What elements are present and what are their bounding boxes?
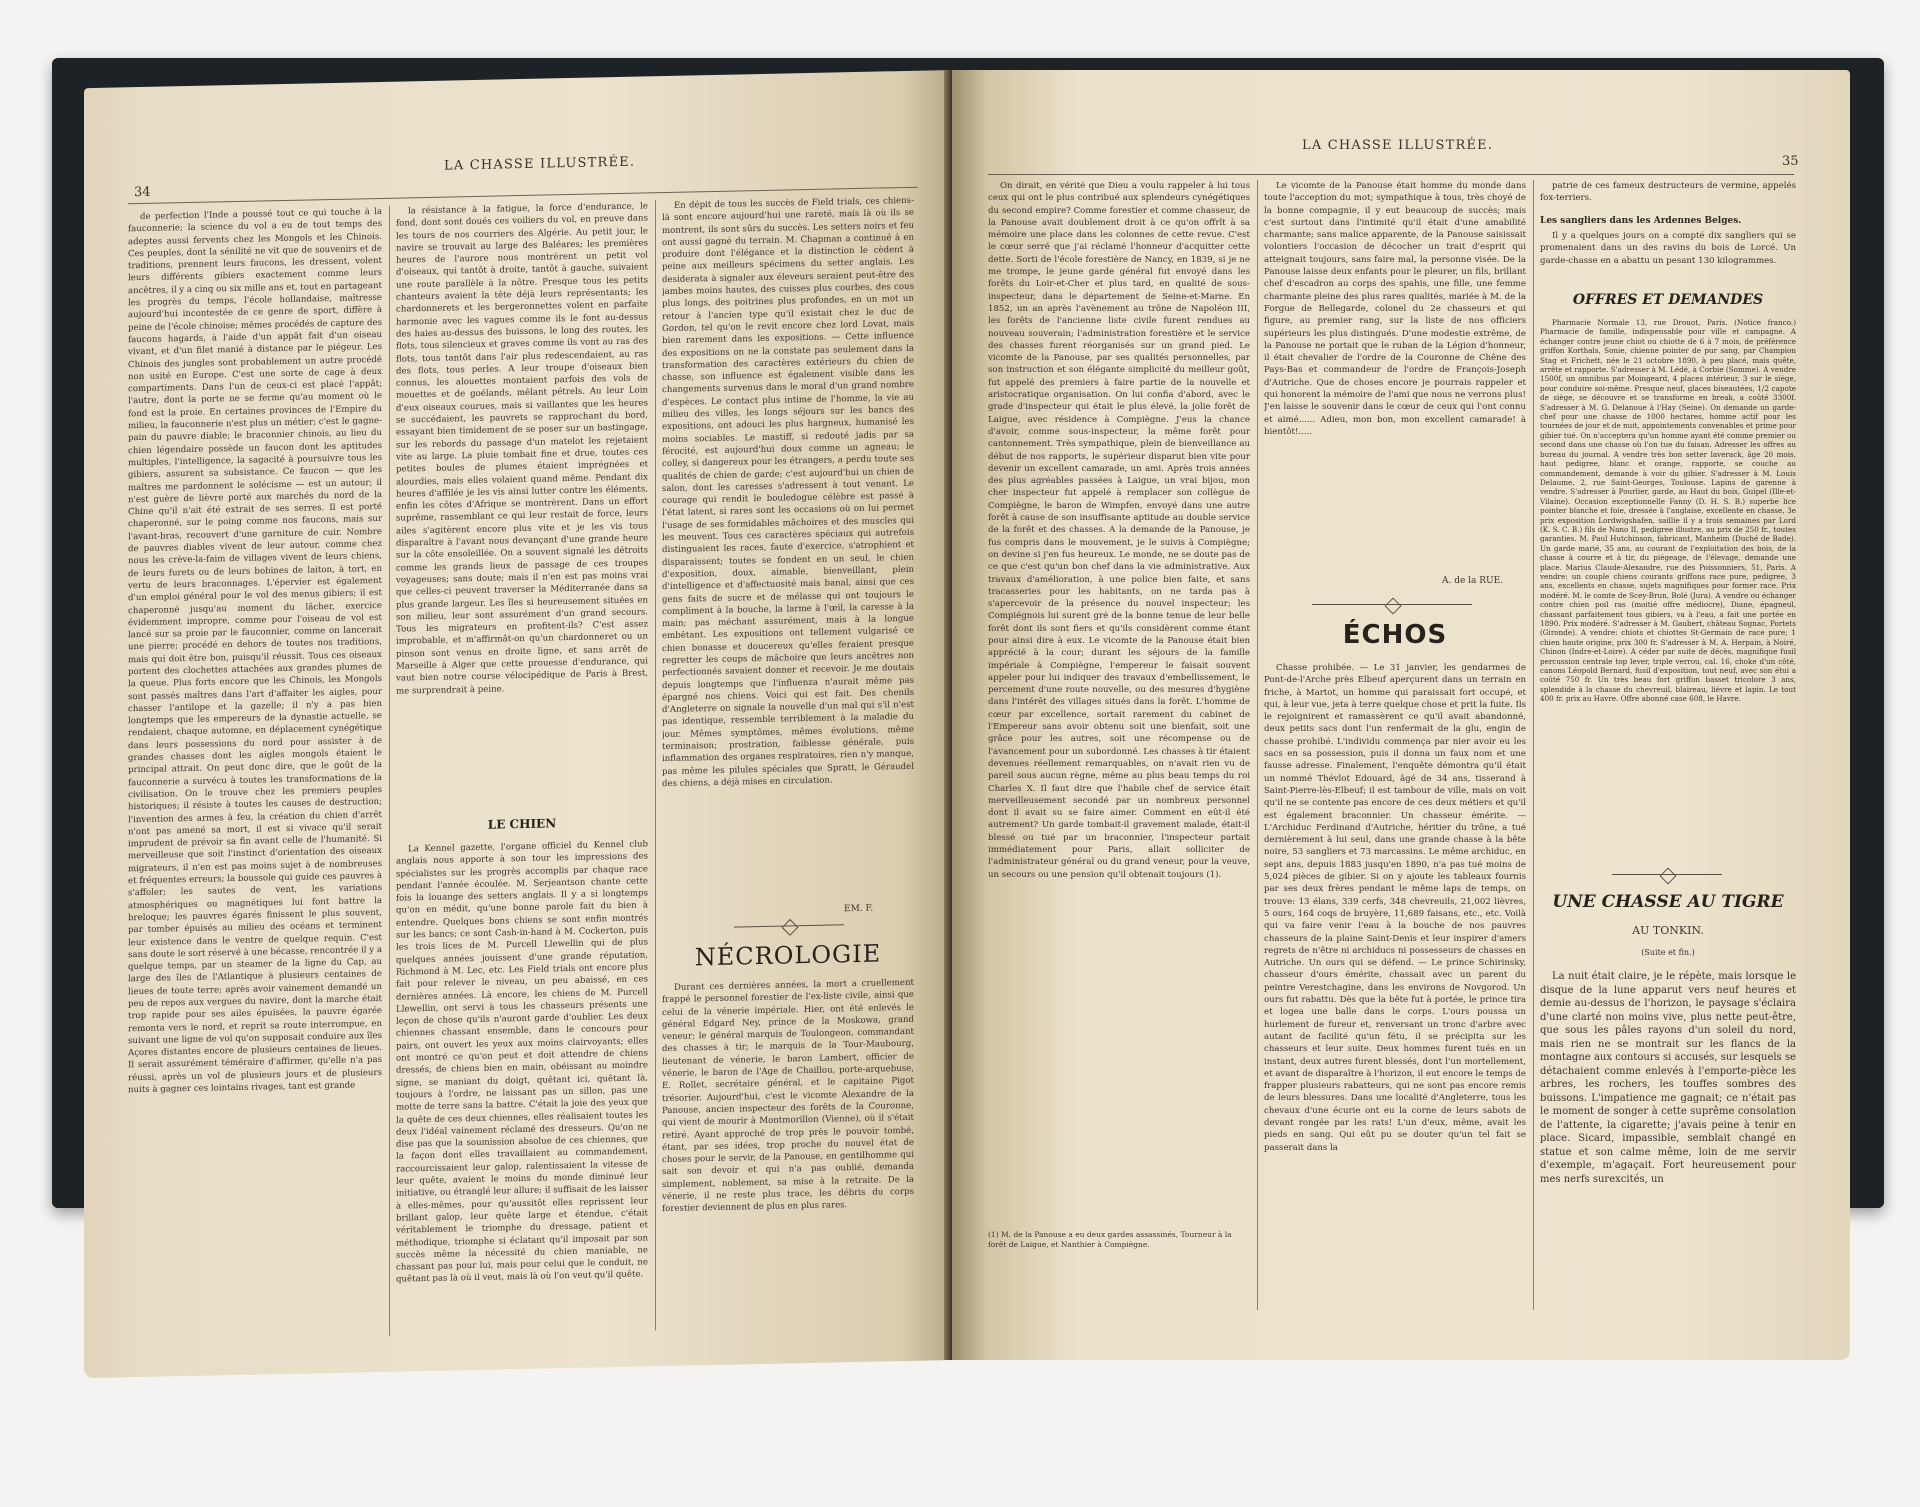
sangliers-text: Il y a quelques jours on a compté dix sangliers qui se promenaient dans un des ravins du bois de Lorcé. Un garde-chasse en a abattu un pesant 130 kilogrammes. — [1540, 231, 1796, 266]
left-column-2-top — [396, 200, 648, 805]
right-column-3-sangliers — [1540, 230, 1796, 280]
left-page — [84, 70, 952, 1378]
left-column-3-bottom — [662, 977, 914, 1330]
left-column-3-top — [662, 195, 914, 900]
column-divider — [1257, 180, 1258, 1310]
right-column-1 — [988, 180, 1250, 1220]
column-divider — [1533, 180, 1534, 1310]
column-divider — [389, 206, 390, 1336]
right-column-3-lead — [1540, 180, 1796, 210]
article-le-chien-text: La Kennel gazette, l'organe officiel du Kennel club anglais nous apporte à son tour les impressions des spécialistes sur les progrès accomplis par chaque race pendant l'année écoulée. M. Serjeantson chante cette fois la louange des setters anglais. Il y a si longtemps qu'on en médit, qu'une bonne parole fait du bien à entendre. Quelques bons chiens se sont enfin montrés sur les bancs; ce sont Cash-in-hand à M. Cockerton, puis les trois lices de M. Purcell Llewellin qui de plus quelques années jouissent d'une grande réputation, Richmond à M. Lec, etc. Les Field trials ont encore plus fait pour relever le niveau, un peu abaissé, en ces dernières années. Là encore, les chiens de M. Purcell Llewellin, ont servi à tous les chasseurs présents une leçon de chose qu'ils n'auront garde d'oublier. Les deux chiennes chassant ensemble, dans le concours pour pairs, ont ouvert les yeux aux moins clairvoyants; elles ont montré ce qu'on peut et doit attendre de chiens dressés, de chiens bien en main, obéissant au moindre signe, se maniant du doigt, quêtant ici, quêtant là, toujours à l'ordre, ne laissant pas un sillon, pas une motte de terre sans la battre. C'était la joie des yeux que la quête de ces deux chiennes, elles réalisaient toutes les deux l'idéal vainement réclamé des dresseurs. Qu'on ne dise pas que la soumission absolue de ces chiennes, que la façon dont elles travaillaient au commandement, raccourcissaient leur galop, ralentissaient la vitesse de leur quête, avaient le moins du monde diminué leur initiative, ou étranglé leur allure; il suffisait de les laisser à elles-mêmes, pour qu'aussitôt elles reprissent leur brillant galop, leur quête large et étendue, c'était véritablement le triomphe du dressage, patient et méthodique, triomphe si éclatant qu'il imposait par son succès même la nécessité du chien maniable, ne chassant pas pour lui, mais pour celui que le conduit, ne quêtant pas là où il veut, mais là où l'on veut qu'il quête. — [396, 839, 648, 1286]
article-fauconnerie-text: de perfection l'Inde a poussé tout ce qui touche à la fauconnerie; la science du vol a eu de tout temps des adeptes aussi fervents chez les Mongols et les Chinois. Ces peuples, dont la sénilité ne vit que de souvenirs et de traditions, prennent leurs faucons, les dressent, volent leurs différents gibiers exactement comme leurs ancêtres, il y a cinq ou six mille ans et, tout en partageant les progrès du temps, l'école hollandaise, maîtresse aujourd'hui incontestée de ce genre de sport, diffère à peine de l'école chinoise; mêmes procédés de capture des faucons hagards, à l'aide d'un appât fait d'un oiseau vivant, et d'un filet manié à distance par le piégeur. Les Chinois des jungles sont probablement un autre procédé non usité en Europe. C'est une sorte de cage à deux compartiments. Dans l'un de ceux-ci est placé l'appât; l'autre, dont la porte ne se ferme qu'au moment où le fond est la proie. En certaines provinces de l'Empire du milieu, la fauconnerie n'est plus un métier; c'est le gagne-pain du pauvre diable; le braconnier chinois, au lieu du chien légendaire possède un faucon dont les aptitudes multiples, l'intelligence, la sagacité à poursuivre tous les gibiers, assurent sa subsistance. Ce faucon — que les maîtres me pardonnent le solécisme — est un autour; il n'est guère de lièvre porté aux marchés du nord de la Chine qu'il n'ait été extrait de ses serres. Il est porté chaperonné, sur le poing comme nos faucons, mais sur l'avant-bras, recouvert d'une garniture de cuir. Nombre de pauvres diables vivent de leur autour, comme chez nous les crève-la-faim de villages vivent de leurs chiens, de leurs furets ou de leurs bobines de laiton, à tort, en vertu de leurs braconnages. L'épervier est également d'un emploi général pour le vol des menus gibiers; il est chaperonné jusqu'au moment du lâcher, exercice évidemment impropre, comme pour l'oiseau de vol est lancé sur sa proie par le fauconnier, comme on lancerait une pierre; procédé en dehors de toutes nos traditions, mais qui doit être bon, puisqu'il réussit. Tous ces oiseaux portent des clochettes attachées aux grandes plumes de la queue. Plus forts encore que les Chinois, les Mongols sont passés maîtres dans l'art d'affaiter les aigles, pour chasser l'antilope et la gazelle; il n'y a pas bien longtemps que les empereurs de la dynastie actuelle, se rendaient, chaque automne, en déplacement cynégétique dans leurs possessions du nord pour assister à de grandes chasses dont les aigles mongols étaient le principal attrait. On peut donc dire, que le goût de la fauconnerie a survécu à toutes les transformations de la civilisation. On le trouve chez les premiers peuples historiques; il résiste à toutes les causes de destruction; l'invention des armes à feu, la création du chien d'arrêt n'ont pas amené sa mort, il est si vivace qu'il serait imprudent de prévoir sa fin avant celle de l'humanité. Si merveilleuse que soit l'instinct d'orientation des oiseaux migrateurs, il n'en est pas moins sujet à de nombreuses et fréquentes erreurs; la boussole qui guide ces pauvres à s'affoler; les sautes de vent, les variations atmosphériques ou magnétiques lui font battre la breloque; les pauvres égarés finissent le plus souvent, par tomber épuisés au milieu des océans et terminent leur existence dans le ventre de quelque requin. C'est sans doute le sort réservé à une bécasse, rencontrée il y a quelque temps, par un steamer de la ligne du Cap, au large des îles de l'Atlantique à plusieurs centaines de lieues de toute terre; après avoir vainement demandé un peu de repos aux vergues du navire, dont la marche était trop rapide pour ses ailes épuisées, la pauvre égarée remonta vers le nord, et reprit sa route interrompue, en suivant une ligne de vol qu'on supposait conduire aux îles Açores distantes encore de plusieurs centaines de lieues. Il serait assurément téméraire d'affirmer, qu'elle n'a pas réussi, après un vol de plusieurs jours et de plusieurs nuits à gagner ces lointains rivages, tant est grande — [128, 206, 382, 1096]
section-title-offres-demandes: OFFRES ET DEMANDES — [1572, 292, 1764, 308]
article-chasse-tigre-text: La nuit était claire, je le répète, mais lorsque le disque de la lune apparut vers neuf heures et demie au-dessus de l'horizon, le paysage s'éclaira d'une clarté non moins vive, plus nette peut-être, que sous les pâles rayons d'un soleil du nord, mais rien ne se montrait sur les flancs de la montagne aux contours si accusés, sur lesquels se détachaient comme enlevés à l'emporte-pièce les arbres, les rochers, les touffes sombres des buissons. L'impatience me gagnait; ce n'était pas le moment de songer à cette suprême consolation de l'attente, la cigarette; j'avais peine à tenir en place. Sicard, impassible, semblait changé en statue et son calme même, loin de me servir d'exemple, m'agaçait. Fort heureusement pour mes nerfs surexcités, un — [1540, 971, 1796, 1185]
subhead-sangliers-ardennes: Les sangliers dans les Ardennes Belges. — [1540, 216, 1742, 226]
page-number-left: 34 — [134, 184, 151, 201]
section-title-le-chien: LE CHIEN — [487, 816, 557, 832]
header-rule-right — [988, 174, 1794, 175]
right-column-2-bottom — [1264, 662, 1526, 1312]
article-necrologie-text: Durant ces dernières années, la mort a cruellement frappé le personnel forestier de l'ex-liste civile, ainsi que celui de la vénerie impériale. Hier, ont été enlevés le général Edgard Ney, prince de la Moskowa, grand veneur; le général marquis de Toulongeon, commandant des chasses à tir; le marquis de la Tour-Maubourg, lieutenant de vénerie, le baron Lambert, officier de vénerie, le baron de l'Age de Chaillou, porte-arquebuse, E. Rollet, secrétaire général, et le capitaine Pigot trésorier. Aujourd'hui, c'est le vicomte Alexandre de la Panouse, ancien inspecteur des forêts de la Couronne, qui vient de mourir à Montmorillon (Vienne), où il s'était retiré. Ayant approché de trop près le pouvoir tombé, étant, par ses idées, trop proche du nouvel état de choses pour le servir, de la Panouse, en gentilhomme qui sait son devoir et qui n'a pas oublié, demanda simplement, noblement, sa mise à la retraite. De la vénerie, il ne reste plus trace, les débris du corps forestier deviennent de plus en plus rares. — [662, 977, 914, 1215]
section-title-echos: ÉCHOS — [1342, 620, 1448, 650]
article-panouse-text: On dirait, en vérité que Dieu a voulu rappeler à lui tous ceux qui ont le plus contribué aux splendeurs cynégétiques du second empire? Comme forestier et comme chasseur, de la Panouse avait doublement droit à ce qu'on offrît à sa mémoire une place dans les colonnes de cette revue. C'est le cœur serré que j'ai réclamé l'honneur d'acquitter cette dette. Sorti de l'école forestière de Nancy, en 1839, si je ne me trompe, le jeune garde général fut envoyé dans les forêts du Loir-et-Cher et plus tard, en qualité de sous-inspecteur, dans le département de Seine-et-Marne. En 1852, un an après l'avènement au trône de Napoléon III, les forêts de l'ancienne liste civile furent rendues au nouveau souverain; l'administration forestière et le service des chasses furent réorganisés sur un grand pied. Le vicomte de la Panouse, par ses qualités personnelles, par son instruction et son élégante simplicité du meilleur goût, fut appelé des premiers à faire partie de la nouvelle et aristocratique organisation. On lui confia d'abord, avec le grade d'inspecteur qui était le plus élevé, la jolie forêt de Laigue, avec résidence à Compiègne. J'eus la chance d'avoir, comme sous-inspecteur, la même forêt pour cantonnement. Très sympathique, plein de bienveillance au début de nos rapports, le supérieur disparut bien vite pour devenir un excellent camarade, un ami. Après trois années des plus agréables passées à Laigue, un vrai bijou, mon cher inspecteur fut appelé à remplacer son collègue de Compiègne, le baron de Wimpfen, envoyé dans une autre forêt à cause de son insuffisante aptitude au double service de la forêt et des chasses. A la demande de la Panouse, je fus compris dans le mouvement, je le suivis à Compiègne; on devine si j'en fus heureux. Le monde, ne se doute pas de ce que c'est qu'un bon chef dans la vie administrative. Aux travaux d'amélioration, à une police bien faite, et sans tracasseries pour les habitants, on ne tarda pas à s'apercevoir de la présence du nouvel inspecteur; les Compiégnois lui surent gré de la bonne tenue de leur belle forêt dont ils sont fiers et qu'ils considèrent comme étant pour ainsi dire à eux. Le vicomte de la Panouse était bien apprécié à la cour; durant les séjours de la famille impériale à Compiègne, l'empereur le faisait souvent appeler pour lui indiquer des travaux d'embellissement, le percement d'une route nouvelle, ou des mesures d'hygiène dans l'intérêt des villages situés dans la forêt. L'homme de cœur par excellence, sortait rarement du cabinet de l'Empereur sans avoir obtenu soit une bienfait, soit une grâce pour les autres, soit une récompense ou de l'avancement pour un subordonné. Les chasses à tir étaient devenues réellement remarquables, on n'avait rien vu de pareil sous aucun règne, même au plus beau temps du roi Charles X. Il faut dire que l'habile chef de service était merveilleusement secondé par un nombreux personnel dont il avait su se faire aimer. Comment en eût-il été autrement? Un garde tombait-il gravement malade, était-il blessé ou tué par un braconnier, l'inspecteur partait immédiatement pour Paris, allait solliciter de l'administrateur général ou du grand veneur, pour la veuve, un secours ou une pension qu'il obtenait toujours (1). — [988, 181, 1250, 880]
section-title-chasse-au-tigre: UNE CHASSE AU TIGRE — [1552, 892, 1784, 912]
signature-em-f: EM. F. — [844, 903, 874, 915]
subtitle-au-tonkin: AU TONKIN. — [1632, 924, 1704, 937]
article-expositions-text: En dépit de tous les succès de Field trials, ces chiens-là sont encore aujourd'hui une rareté, mais là où ils se montrent, ils sont sûrs du succès. Les setters noirs et feu ont aussi gagné du terrain. M. Chapman a continué à en produire dont l'élégance et la distinction le cèdent à peine aux meilleurs spécimens du setter anglais. Les desiderata à signaler aux éleveurs seraient peut-être des jambes moins hautes, des cuisses plus courbes, des cous plus longs, des poitrines plus profondes, en un mot un retour à l'ancien type qu'il existait chez le duc de Gordon, tel qu'on le revit encore chez lord Lovat, mais bien rarement dans les expositions. — Cette influence des expositions on ne la constate pas seulement dans la transformation des caractères extérieurs du chien de chasse, son influence est également visible dans les changements survenus dans le moral d'un grand nombre d'espèces. Le contact plus intime de l'homme, la vie au milieu des villes, les longs séjours sur les bancs des expositions, ont adouci les plus hargneux, humanisé les moins sociables. Le mastiff, si redouté jadis par sa férocité, est aujourd'hui doux comme un agneau; le colley, si dangereux pour les étrangers, a perdu toute ses qualités de chien de garde; c'est aujourd'hui un chien de salon, dont les caresses s'adressent à tout venant. Le courage qui rendit le bouledogue célèbre est passé à l'état latent, si rares sont les occasions où on lui permet l'usage de ses formidables mâchoires et des muscles qui les meuvent. Tous ces caractères spéciaux qui autrefois distinguaient les races, faute d'exercice, s'atrophient et disparaissent; toutes se fondent en un seul, le chien d'exposition, doux, aimable, bienveillant, plein d'intelligence et d'affectuosité mais banal, ainsi que ces gens faits de sucre et de mélasse qui ont toujours le compliment à la bouche, la larme à l'œil, la caresse à la main; pas méchant assurément, mais à la longue embêtant. Les expositions ont tellement vulgarisé ce chien bonasse et doucereux qu'elles feraient presque regretter les coups de mâchoire que leurs ancêtres non perfectionnés savaient donner et recevoir. Je me doutais depuis longtemps que l'influenza n'aurait même pas épargné nos chiens. Voici qui est fait. Des chenils d'Angleterre on signale la nouvelle d'un mal qui s'il n'est pas identique, ressemble terriblement à la maladie du jour. Mêmes symptômes, mêmes évolutions, même terminaison; prostration, faiblesse générale, puis inflammation des organes respiratoires, rien n'y manque, pas même les pilules spéciales que Spratt, le Géraudel des chiens, a déjà mises en circulation. — [662, 195, 914, 790]
article-migrateurs-text: la résistance à la fatigue, la force d'endurance, le fond, dont sont doués ces voiliers du vol, en preuve dans les tours de nos courriers des Algérie. Au petit jour, le navire se trouvait au large des Baléares; les premières heures de l'aurore nous montrèrent un petit vol d'oiseaux, qui tantôt à droite, tantôt à gauche, suivaient une route parallèle à la nôtre. Presque tous les petits chanteurs avaient la tête déjà leurs représentants; les chardonnerets et les bergeronnettes volent en parfaite harmonie avec les vagues comme ils le font au-dessus des haies au-dessus des buissons, le long des routes, les flots, tous silencieux et graves comme ils vont au ras des flots, tous tantôt dans l'air plus redescendaient, au ras des flots, tous perles. A leur troupe d'oiseaux bien connus, les alouettes montaient parfois des vols de mouettes et de goélands, mêlant pétrels. Au leur Loin d'eux oiseaux courues, mais si vaillantes que les heures se succédaient, les pauvrets se rapprochant du bord, essayant bien timidement de se poser sur un bastingage, sur les rebords du passage d'un matelot les rejetaient vite au large. La pluie tombait fine et drue, toutes ces petites boules de plumes étaient imprégnées et alourdies, mais elles volaient quand même. Pendant dix heures d'affilée je les vis ainsi lutter contre les éléments, enfin les côtes d'Afrique se montrèrent. Dans un effort suprême, rassemblant ce qui leur restait de force, leurs ailes s'agitèrent encore plus vite et je les vis tous disparaître à l'avant nous devançant d'une grande heure sur la côte ensoleillée. On a souvent signalé les détroits comme les grands lieux de passage de ces troupes voyageuses; sans doute; mais il n'en est pas moins vrai que celles-ci peuvent traverser la Méditerranée dans sa plus grande largeur. Les îles si heureusement situées en son milieu, leur sont assurément d'un grand secours. Tous les migrateurs en profitent-ils? C'est assez improbable, et m'affirmât-on qu'un chardonneret ou un pinson sont venus en droite ligne, et sans arrêt de Marseille à Alger que cette prouesse d'endurance, qui vaut bien notre course vélocipédique de Paris à Brest, me surprendrait à peine. — [396, 201, 648, 697]
right-column-3-tigre — [1540, 970, 1796, 1310]
classified-ads-text: Pharmacie Normale 13, rue Drouot, Paris. (Notice franco.) Pharmacie de famille, indispensable pour ville et campagne. A échanger contre jeune chiot ou chiotte de 6 à 7 mois, de préférence griffon Korthals, Sonie, chienne pointer de pur sang, par Champion Stag et Frichett, née le 21 octobre 1890, à peu placé, mais quête, arrête et rapporte. S'adresser à M. Lédé, à Corbie (Somme). A vendre 1500f, un omnibus par Moingeard, 4 places intérieur, 3 sur le siège, pour conduire soi-même. Presque neuf, glaces biseautées, 1/2 capote de siège, se découvre et se transforme en break, a coûté 3300f. S'adresser à M. G. Delanoue à l'Hay (Seine). On demande un garde-chef pour une chasse de 1000 hectares, homme actif pour les tournées de jour et de nuit, appointements convenables et prime pour gibier tué. On n'acceptera qu'un homme ayant été comme premier ou second dans une chasse où l'on tue du faisan. Adresser les offres au bureau du journal. A vendre très bon setter laverack, âge 20 mois, haut pedigree, blanc et orange, rapporte, se couche au commandement, demande à voir du gibier. S'adresser à M. Louis Delaume, 2, rue Saint-Georges, Toulouse. Lapins de garenne à vendre. S'adresser à Pourlier, garde, au Haut du bois, Guipel (Ille-et-Vilaine). Occasion exceptionnelle Fanny (D. H. S. B.) superbe lice pointer blanche et foie, dressée à l'anglaise, excellente en chasse, 3e prix exposition Lordwigshafen, saillie il y a trois semaines par Lord (K. S. C. B.) fils de Nano II, pedigree illustre, au prix de 250 fr., toutes garanties. M. Paul Hutchinson, fabricant, Manheim (Duché de Bade). Un garde marié, 35 ans, au courant de l'exploitation des bois, de la chasse à courre et à tir, du piégeage, de l'élevage, demande une place. Marius Claude-Alexandre, rue des Poissonniers, 51, Paris. A vendre: un couple chiens courants griffons race pure, pedigree, 3 ans, excellents en chasse, sujets magnifiques pour former race. Prix modéré. M. le comte de Scey-Brun, Bolé (Jura). A vendre ou échanger contre chien poil ras (moitié offre médiocre), Diane, épagneul, chassant parfaitement tous gibiers, va à l'eau, a fait une portée en 1890. Prix modéré. S'adresser à M. Gaubert, château Sognac, Portets (Gironde). A vendre: chiots et chiottes St-Germain de race pure; 1 chien haute origine, prix 300 fr. S'adresser à M. A. Herpain, à Noiré, Chinon (Indre-et-Loire). A céder par suite de décès, magnifique fusil percussion centrale top lever, triple verrou, cal. 16, choke d'un côté, canons Léopold Bernard, fusil d'exposition, tout neuf, avec son étui a coûté 750 fr. Un très beau fort griffon basset tricolore 3 ans, splendide à la chasse du chevreuil, blaireau, lièvre et lapin. Le tout 400 fr. prix au Havre. Offre abonné case 608, le Havre. — [1540, 318, 1796, 704]
running-head-left: LA CHASSE ILLUSTRÉE. — [444, 154, 636, 174]
left-column-2-bottom — [396, 838, 648, 1335]
article-panouse-continued-text: Le vicomte de la Panouse était homme du monde dans toute l'acception du mot; sympathique à tous, très choyé de la bonne compagnie, il y eut beaucoup de succès; mais c'est surtout dans l'intimité qu'il était d'une amabilité charmante; sans malice apparente, de la Panouse saisissait volontiers l'occasion de décocher un trait d'esprit qui atteignait toujours, sans faire mal, la personne visée. De la Panouse laisse deux enfants pour le pleurer, un fils, brillant chef d'escadron au corps des spahis, une fille, une femme charmante pleine des plus rares qualités, mariée à M. de la Forgue de Bellegarde, colonel du 2e chasseurs et qui figure, au premier rang, sur la liste de nos officiers supérieurs les plus distingués. D'une modestie extrême, de la Panouse ne portait que le ruban de la Légion d'honneur, il était chevalier de l'ordre de la Couronne de Chêne des Pays-Bas et commandeur de l'ordre de François-Joseph d'Autriche. Que de choses encore je pourrais rappeler et qui honorent la mémoire de l'ami que nous ne verrons plus! J'en laisse le souvenir dans le cœur de ceux qui l'ont connu et aimé...... Adieu, mon bon, mon excellent camarade! à bientôt!..... — [1264, 181, 1526, 437]
page-number-right: 35 — [1782, 154, 1799, 169]
section-divider-ornament — [734, 924, 844, 935]
signature-de-la-rue: A. de la RUE. — [1442, 576, 1504, 586]
section-title-necrologie: NÉCROLOGIE — [694, 939, 882, 972]
right-page — [952, 70, 1850, 1360]
right-column-2-top — [1264, 180, 1526, 570]
fox-terriers-text: patrie de ces fameux destructeurs de vermine, appelés fox-terriers. — [1540, 181, 1796, 204]
classified-ads — [1540, 318, 1796, 860]
running-head-right: LA CHASSE ILLUSTRÉE. — [1302, 138, 1494, 153]
left-column-1 — [128, 206, 382, 1341]
article-echos-text: Chasse prohibée. — Le 31 janvier, les gendarmes de Pont-de-l'Arche près Elbeuf aperçurent dans un terrain en friche, à Martot, un homme qui paraissait fort occupé, et qui, à leur vue, jeta à terre quelque chose et prit la fuite. Ils le rejoignirent et ramassèrent ce qu'il avait abandonné, deux petits sacs dont l'un renfermait de la glu, engin de chasse prohibé. L'individu commença par nier avoir eu les sacs en sa possession, puis il donna un faux nom et une fausse adresse. Finalement, l'enquête démontra qu'il était un nommé Thévlot Edouard, âgé de 34 ans, tisserand à Saint-Pierre-lès-Elbeuf; il est tambour de ville, mais on voit qu'il ne se contente pas encore de ces deux métiers et qu'il est également braconnier. Un chasseur émérite. — L'Archiduc Ferdinand d'Autriche, héritier du trône, a tué dernièrement à lui seul, dans une grande chasse à la bête noire, 53 sangliers et 73 marcassins. Le même archiduc, en sept ans, depuis 1883 jusqu'en 1890, n'a pas tué moins de 5,024 pièces de gibier. Si on y ajoute les tableaux fournis par ses deux frères pendant le même laps de temps, on trouve: 13 élans, 339 cerfs, 348 chevreuils, 21,002 lièvres, 5 ours, 164 coqs de bruyère, 11,689 faisans, etc., etc. Voilà qui va faire venir l'eau à la bouche de nos pauvres chasseurs de la plaine Saint-Denis et leur inspirer d'amers regrets de n'être ni archiducs ni possesseurs de chasses en Autriche. Un ours qui se défend. — Le prince Schirinsky, chasseur d'ours émérite, chassait avec un parent du peintre Verestchagine, dans les environs de Novgorod. Un ours fut rabattu. Dès que la bête fut à portée, le prince tira et logea une balle dans le corps. L'ours poussa un hurlement de fureur et, renversant un tronc d'arbre avec autant de facilité qu'un fétu, il se précipita sur les chasseurs et leur suite. Deux hommes furent tués en un instant, deux autres furent blessés, dont l'un mortellement, et avant de disparaître à l'horizon, il eut encore le temps de frapper plusieurs rabatteurs, qui ne sont pas encore remis de leurs blessures. Dans une localité d'Angleterre, tous les chevaux d'une écurie ont eu la corne de leurs sabots de devant rongée par les rats! L'un d'eux, même, avait les pieds en sang. Qui eût pu se douter qu'un tel fait se passerait dans la — [1264, 663, 1526, 1153]
suite-et-fin-note: (Suite et fin.) — [1641, 948, 1695, 957]
section-divider-ornament — [1312, 604, 1472, 613]
footnote: (1) M. de la Panouse a eu deux gardes assassinés, Tourneur à la forêt de Laigue, et Nanthier à Compiègne. — [988, 1230, 1232, 1249]
column-divider — [655, 200, 656, 1330]
section-divider-ornament — [1612, 874, 1722, 883]
